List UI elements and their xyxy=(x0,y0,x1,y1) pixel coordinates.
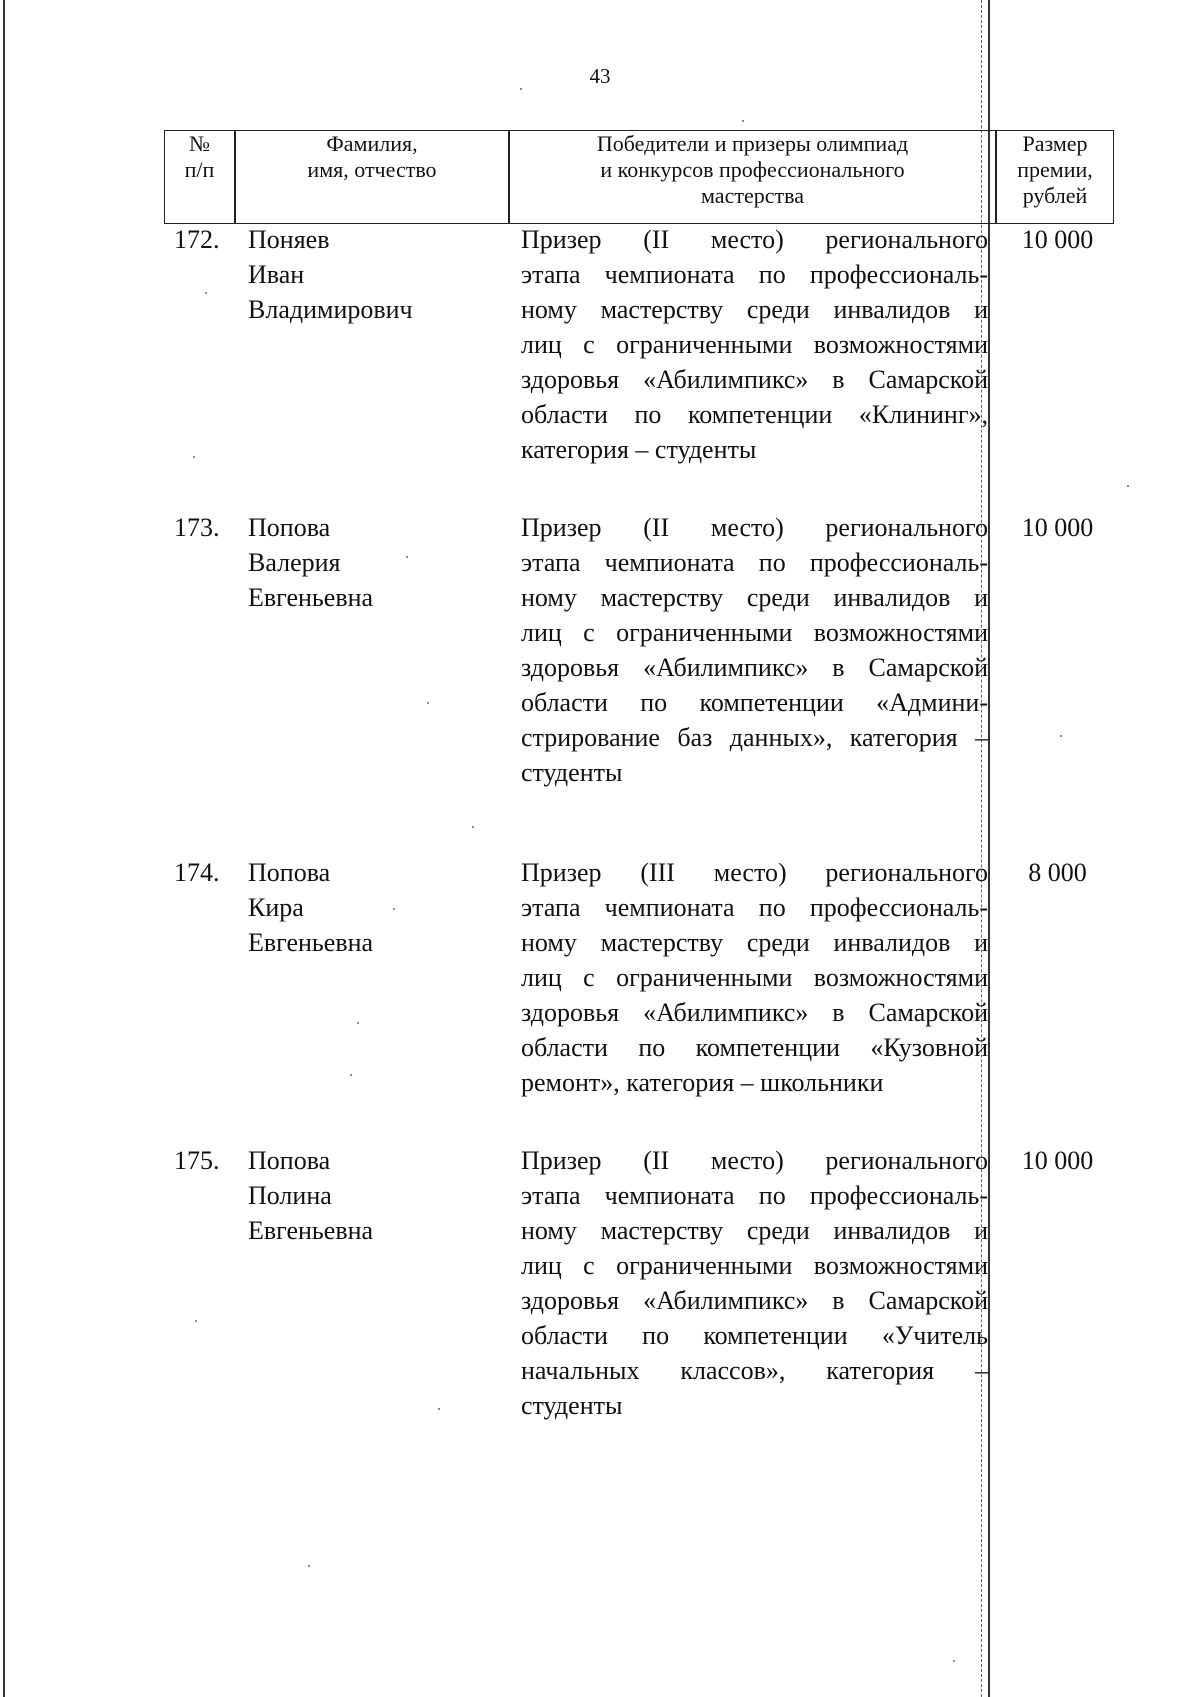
description-line: этапа чемпионата по профессиональ- xyxy=(521,548,988,577)
row-number: 172. xyxy=(174,225,220,254)
header-name-line-2: имя, отчество xyxy=(307,157,437,182)
description-line: лиц с ограниченными возможностями xyxy=(521,1251,988,1280)
prize-amount: 10 000 xyxy=(1021,513,1094,542)
prize-amount: 8 000 xyxy=(1028,858,1087,887)
scan-speck xyxy=(438,1408,440,1410)
achievement-description xyxy=(521,1143,988,1423)
description-line: области по компетенции «Учитель xyxy=(521,1321,988,1350)
scan-speck xyxy=(193,456,195,458)
scan-speck xyxy=(953,1660,955,1662)
description-line: Призер (III место) регионального xyxy=(521,858,988,887)
scan-speck xyxy=(393,908,395,910)
full-name xyxy=(248,222,413,327)
surname: Попова xyxy=(248,858,331,887)
surname: Попова xyxy=(248,513,331,542)
scan-speck xyxy=(742,120,744,122)
description-line: ному мастерству среди инвалидов и xyxy=(521,1216,988,1245)
description-line: здоровья «Абилимпикс» в Самарской xyxy=(521,998,988,1027)
header-name xyxy=(236,131,508,183)
description-line: ремонт», категория – школьники xyxy=(521,1068,884,1097)
patronymic: Евгеньевна xyxy=(248,583,374,612)
header-amount xyxy=(997,131,1113,209)
description-line: начальных классов», категория – xyxy=(521,1356,988,1385)
description-line: студенты xyxy=(521,758,623,787)
patronymic: Владимирович xyxy=(248,295,413,324)
description-line: Призер (II место) регионального xyxy=(521,225,988,254)
achievement-description xyxy=(521,222,988,467)
achievement-description xyxy=(521,510,988,790)
header-number xyxy=(165,131,234,183)
scan-speck xyxy=(1127,485,1129,487)
full-name xyxy=(248,510,373,615)
header-amount-line-1: Размер xyxy=(1022,131,1088,156)
patronymic: Евгеньевна xyxy=(248,1216,374,1245)
scan-speck xyxy=(308,1565,310,1567)
description-line: здоровья «Абилимпикс» в Самарской xyxy=(521,365,988,394)
header-achievement-line-3: мастерства xyxy=(701,183,804,208)
description-line: ному мастерству среди инвалидов и xyxy=(521,583,988,612)
patronymic: Евгеньевна xyxy=(248,928,374,957)
description-line: лиц с ограниченными возможностями xyxy=(521,618,988,647)
description-line: этапа чемпионата по профессиональ- xyxy=(521,260,988,289)
header-number-line-2: п/п xyxy=(184,157,215,182)
description-line: этапа чемпионата по профессиональ- xyxy=(521,1181,988,1210)
row-number: 174. xyxy=(174,858,220,887)
prize-amount: 10 000 xyxy=(1021,1146,1094,1175)
achievement-description xyxy=(521,855,988,1100)
scan-speck xyxy=(357,1022,359,1024)
scan-speck xyxy=(472,826,474,828)
scan-speck xyxy=(350,1074,352,1076)
full-name xyxy=(248,855,373,960)
description-line: Призер (II место) регионального xyxy=(521,513,988,542)
first-name: Кира xyxy=(248,893,304,922)
page-number: 43 xyxy=(589,64,611,88)
first-name: Иван xyxy=(248,260,305,289)
description-line: здоровья «Абилимпикс» в Самарской xyxy=(521,1286,988,1315)
scan-speck xyxy=(427,702,429,704)
header-number-line-1: № xyxy=(189,131,210,156)
first-name: Полина xyxy=(248,1181,332,1210)
scan-speck xyxy=(406,556,408,558)
prize-amount: 10 000 xyxy=(1021,225,1094,254)
header-name-line-1: Фамилия, xyxy=(326,131,418,156)
scan-edge-right xyxy=(988,0,990,1697)
description-line: категория – студенты xyxy=(521,435,757,464)
header-achievement-line-1: Победители и призеры олимпиад xyxy=(596,131,909,156)
header-achievement xyxy=(510,131,995,209)
description-line: Призер (II место) регионального xyxy=(521,1146,988,1175)
surname: Поняев xyxy=(248,225,330,254)
scan-speck xyxy=(520,88,522,90)
description-line: здоровья «Абилимпикс» в Самарской xyxy=(521,653,988,682)
description-line: студенты xyxy=(521,1391,623,1420)
description-line: ному мастерству среди инвалидов и xyxy=(521,295,988,324)
scan-edge-left xyxy=(3,0,5,1697)
description-line: ному мастерству среди инвалидов и xyxy=(521,928,988,957)
header-amount-line-3: рублей xyxy=(1022,183,1088,208)
scan-speck xyxy=(205,292,207,294)
row-number: 175. xyxy=(174,1146,220,1175)
description-line: области по компетенции «Клининг», xyxy=(521,400,988,429)
description-line: стрирование баз данных», категория – xyxy=(521,723,988,752)
header-achievement-line-2: и конкурсов профессионального xyxy=(600,157,905,182)
description-line: этапа чемпионата по профессиональ- xyxy=(521,893,988,922)
description-line: лиц с ограниченными возможностями xyxy=(521,330,988,359)
description-line: лиц с ограниченными возможностями xyxy=(521,963,988,992)
description-line: области по компетенции «Админи- xyxy=(521,688,988,717)
scan-speck xyxy=(195,1320,197,1322)
full-name xyxy=(248,1143,373,1248)
description-line: области по компетенции «Кузовной xyxy=(521,1033,988,1062)
header-amount-line-2: премии, xyxy=(1017,157,1093,182)
row-number: 173. xyxy=(174,513,220,542)
first-name: Валерия xyxy=(248,548,341,577)
scan-speck xyxy=(1060,735,1062,737)
surname: Попова xyxy=(248,1146,331,1175)
